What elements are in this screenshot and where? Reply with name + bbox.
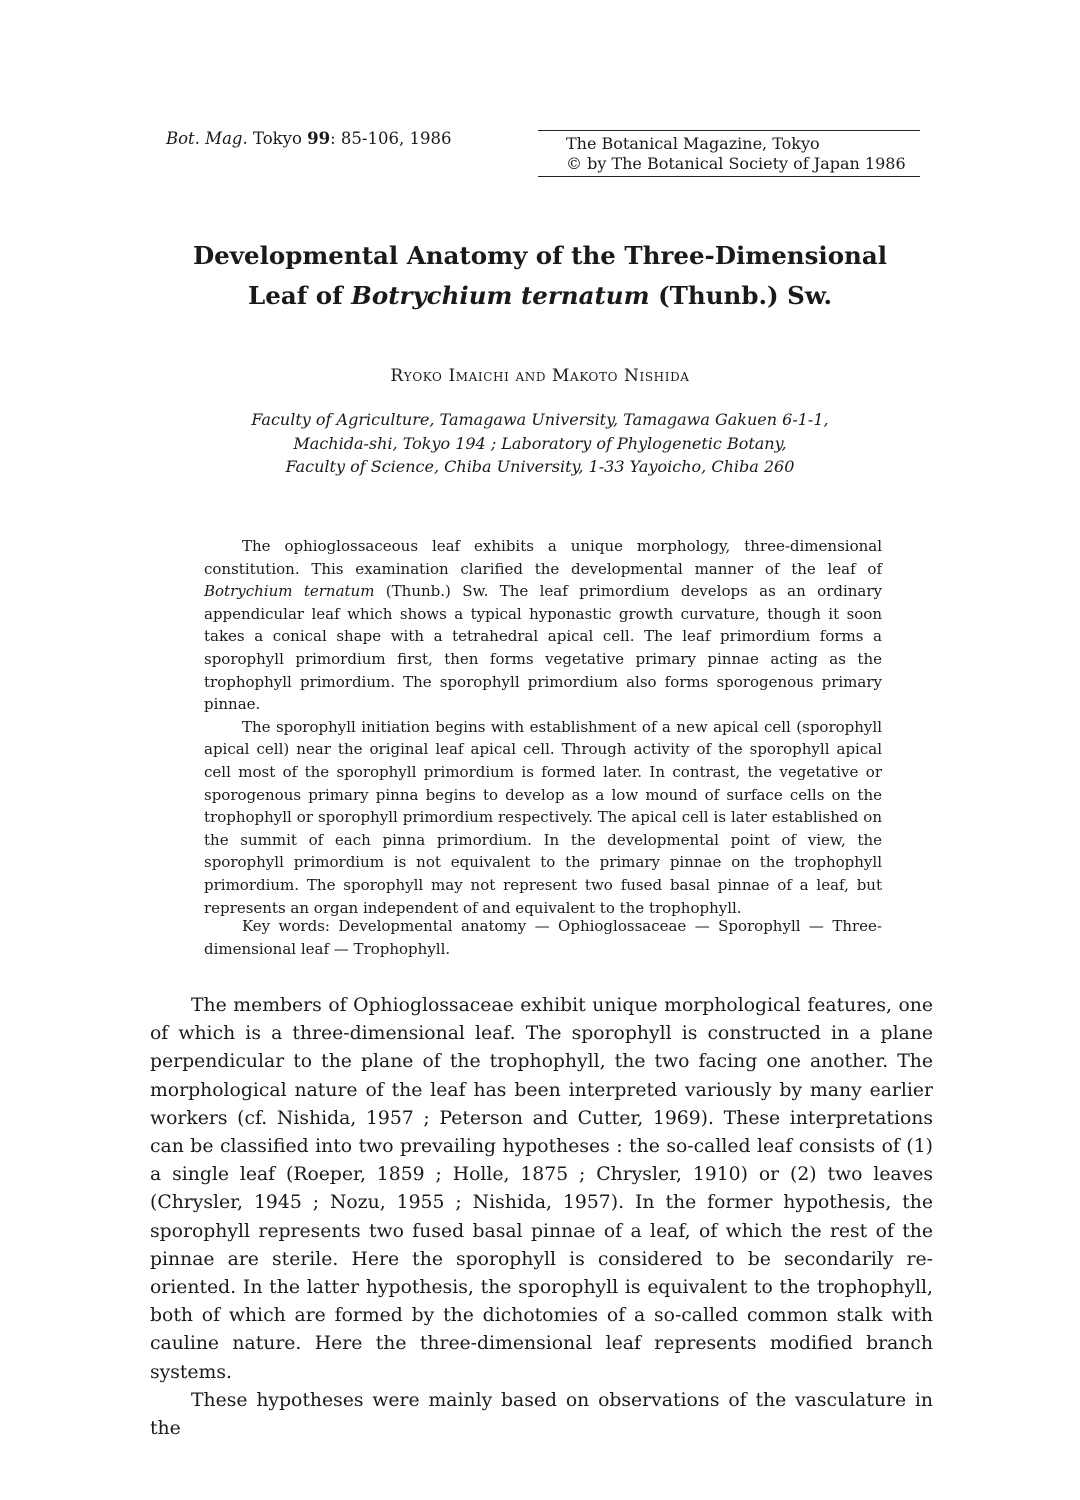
abstract-paragraph-1 xyxy=(204,535,882,716)
publisher-line-2: © by The Botanical Society of Japan 1986 xyxy=(566,154,906,173)
publisher-line-1: The Botanical Magazine, Tokyo xyxy=(566,134,820,153)
journal-abbrev: Bot. Mag. xyxy=(166,129,248,148)
affiliation-line-3: Faculty of Science, Chiba University, 1-33 Yayoicho, Chiba 260 xyxy=(285,457,795,476)
paper-title xyxy=(140,236,940,316)
title-suffix: (Thunb.) Sw. xyxy=(649,281,832,310)
title-species: Botrychium ternatum xyxy=(351,281,650,310)
body-paragraph-2: These hypotheses were mainly based on observations of the vasculature in the xyxy=(150,1389,933,1440)
authors: Ryoko Imaichi and Makoto Nishida xyxy=(390,366,690,386)
title-prefix: Leaf of xyxy=(248,281,352,310)
abstract-paragraph-2: The sporophyll initiation begins with establishment of a new apical cell (sporophyll apical cell) near the original leaf apical cell. Through activity of the sporophyll apical cell most of the sporophyll primordium is formed later. In contrast, the vegetative or sporogenous primary pinna begins to develop as a low mound of surface cells on the trophophyll or sporophyll primordium respectively. The apical cell is later established on the summit of each pinna primordium. In the developmental point of view, the sporophyll primordium is not equivalent to the primary pinnae on the trophophyll primordium. The sporophyll may not represent two fused basal pinnae of a leaf, but represents an organ independent of and equivalent to the trophophyll. xyxy=(204,717,882,917)
title-line-2 xyxy=(140,276,940,316)
affiliation-line-1: Faculty of Agriculture, Tamagawa University, Tamagawa Gakuen 6-1-1, xyxy=(251,410,829,429)
header-rule-bottom xyxy=(538,176,920,177)
affiliations xyxy=(140,408,940,479)
publisher-header xyxy=(538,130,920,177)
abstract-p1-part-b: (Thunb.) Sw. The leaf primordium develops as an ordinary appendicular leaf which shows a typical hyponastic growth curvature, though it soon takes a conical shape with a tetrahedral apical cell. The leaf primordium forms a sporophyll primordium first, then forms vegetative primary pinnae acting as the trophophyll primordium. The sporophyll primordium also forms sporogenous primary pinnae. xyxy=(204,582,882,714)
title-line-1: Developmental Anatomy of the Three-Dimensional xyxy=(192,241,888,270)
pages-year: : 85-106, 1986 xyxy=(330,129,452,148)
citation-header xyxy=(166,128,451,150)
abstract-species: Botrychium ternatum xyxy=(204,582,375,601)
volume-number: 99 xyxy=(307,129,331,148)
body-text xyxy=(150,992,933,1443)
affiliation-line-2: Machida-shi, Tokyo 194 ; Laboratory of Phylogenetic Botany, xyxy=(293,433,787,453)
body-paragraph-1: The members of Ophioglossaceae exhibit unique morphological features, one of which is a three-dimensional leaf. The sporophyll is constructed in a plane perpendicular to the plane of the trophophyll, the two facing one another. The morphological nature of the leaf has been interpreted variously by many earlier workers (cf. Nishida, 1957 ; Peterson and Cutter, 1969). These interpretations can be classified into two prevailing hypotheses : the so-called leaf consists of (1) a single leaf (Roeper, 1859 ; Holle, 1875 ; Chrysler, 1910) or (2) two leaves (Chrysler, 1945 ; Nozu, 1955 ; Nishida, 1957). In the former hypothesis, the sporophyll represents two fused basal pinnae of a leaf, of which the rest of the pinnae are sterile. Here the sporophyll is considered to be secondarily re-oriented. In the latter hypothesis, the sporophyll is equivalent to the trophophyll, both of which are formed by the dichotomies of a so-called common stalk with cauline nature. Here the three-dimensional leaf represents modified branch systems. xyxy=(150,995,933,1383)
journal-city: Tokyo xyxy=(252,129,302,148)
keywords: Key words: Developmental anatomy — Ophioglossaceae — Sporophyll — Three-dimensional leaf — Trophophyll. xyxy=(204,917,882,958)
header-rule-top xyxy=(538,130,920,131)
abstract-p1-part-a: The ophioglossaceous leaf exhibits a unique morphology, three-dimensional constitution. This examination clarified the developmental manner of the leaf of xyxy=(204,537,882,578)
abstract xyxy=(204,535,882,919)
